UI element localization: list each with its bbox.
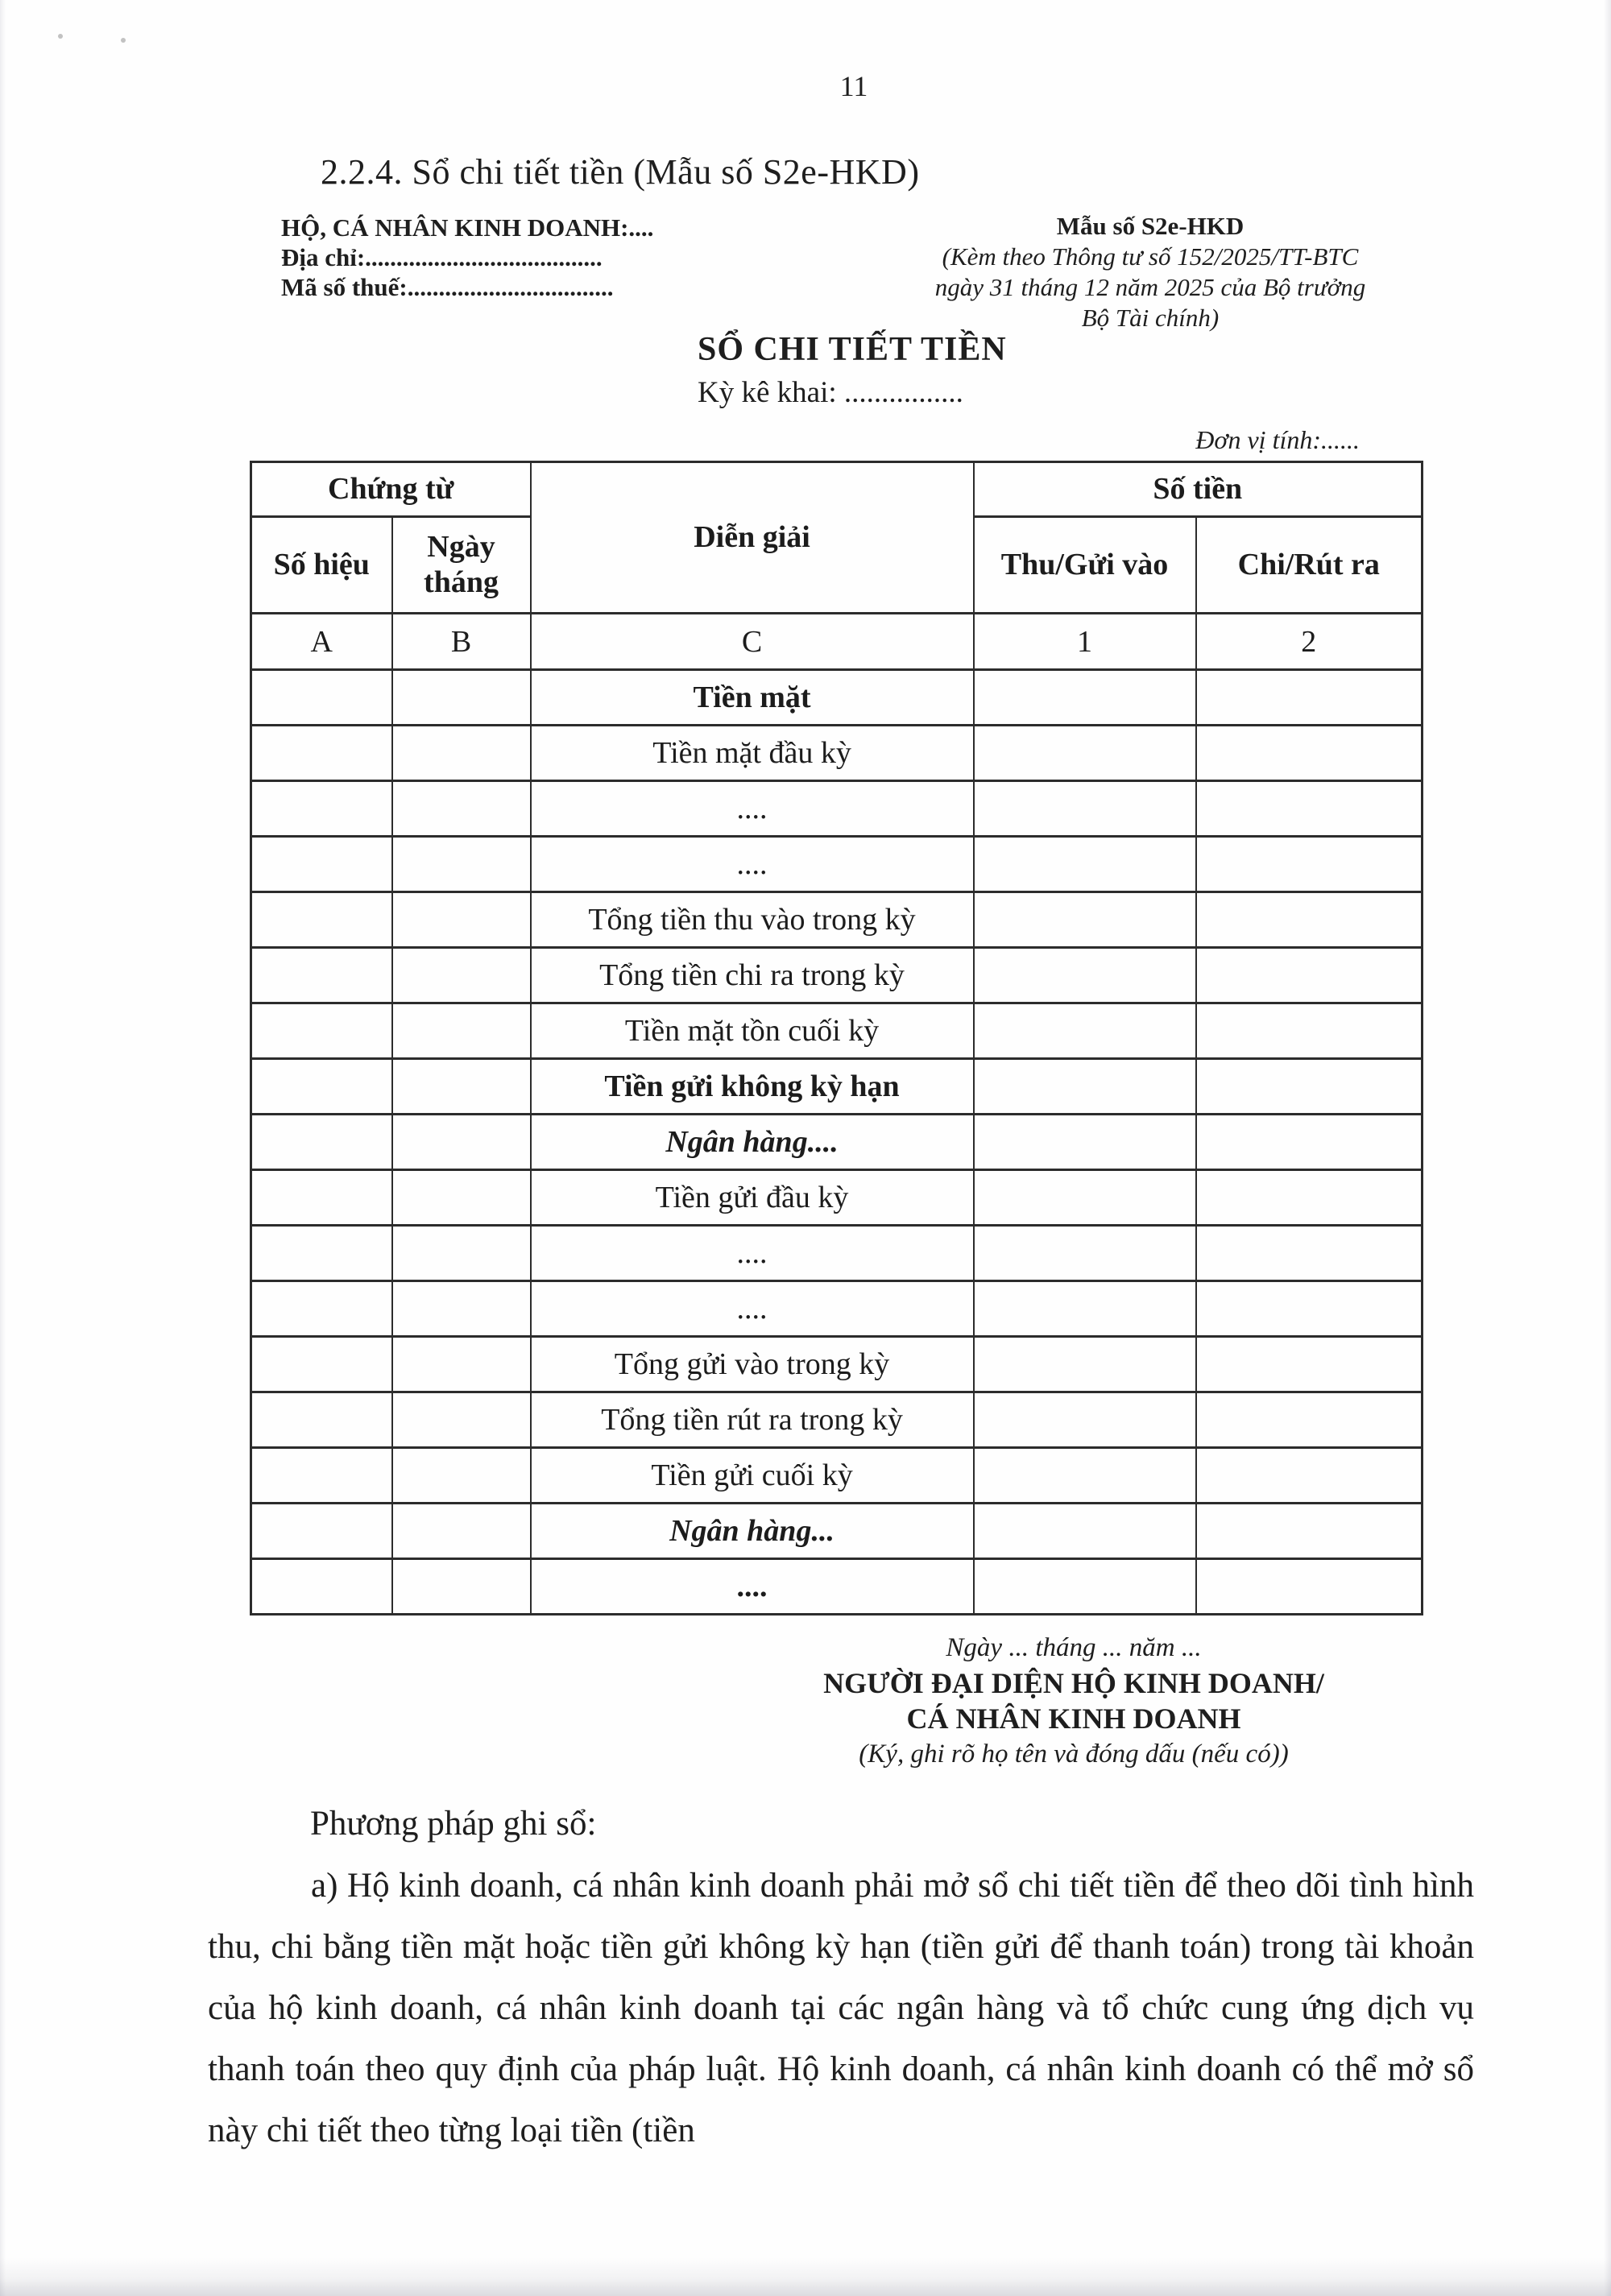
empty-cell — [974, 1281, 1196, 1337]
signer-role-line: CÁ NHÂN KINH DOANH — [906, 1702, 1241, 1735]
section-heading: 2.2.4. Sổ chi tiết tiền (Mẫu số S2e-HKD) — [321, 152, 920, 192]
empty-cell — [974, 726, 1196, 781]
empty-cell — [251, 1115, 392, 1170]
empty-cell — [1196, 1170, 1423, 1226]
description-cell: Tổng tiền thu vào trong kỳ — [531, 892, 974, 948]
description-cell: Tiền mặt — [531, 670, 974, 726]
empty-cell — [251, 1337, 392, 1392]
document-title: SỔ CHI TIẾT TIỀN — [698, 331, 1007, 368]
empty-cell — [1196, 837, 1423, 892]
empty-cell — [1196, 1448, 1423, 1504]
col-header-chung-tu: Chứng từ — [251, 462, 531, 517]
table-row — [251, 1281, 1423, 1337]
empty-cell — [974, 1392, 1196, 1448]
table-row — [251, 892, 1423, 948]
col-header-thu-gui-vao: Thu/Gửi vào — [974, 517, 1196, 614]
empty-cell — [1196, 1559, 1423, 1615]
empty-cell — [251, 948, 392, 1003]
empty-cell — [251, 781, 392, 837]
description-cell: .... — [531, 781, 974, 837]
empty-cell — [974, 948, 1196, 1003]
table-row — [251, 1003, 1423, 1059]
col-header-ngay-thang: Ngày tháng — [392, 517, 531, 614]
table-row — [251, 837, 1423, 892]
cash-detail-table — [250, 461, 1423, 1615]
col-code: C — [531, 614, 974, 670]
table-row — [251, 1226, 1423, 1281]
empty-cell — [392, 1003, 531, 1059]
empty-cell — [974, 1059, 1196, 1115]
empty-cell — [392, 1559, 531, 1615]
table-row — [251, 1559, 1423, 1615]
signature-block — [823, 1630, 1324, 1772]
col-code: 1 — [974, 614, 1196, 670]
description-cell: Tổng tiền rút ra trong kỳ — [531, 1392, 974, 1448]
empty-cell — [392, 1504, 531, 1559]
unit-note: Đơn vị tính:...... — [1195, 425, 1360, 454]
form-note-line: Bộ Tài chính) — [1081, 304, 1220, 332]
empty-cell — [251, 1003, 392, 1059]
col-header-so-hieu: Số hiệu — [251, 517, 392, 614]
empty-cell — [974, 670, 1196, 726]
business-name-line: HỘ, CÁ NHÂN KINH DOANH:.... — [281, 213, 654, 242]
empty-cell — [974, 1115, 1196, 1170]
empty-cell — [1196, 1281, 1423, 1337]
col-header-so-tien: Số tiền — [974, 462, 1423, 517]
col-code: A — [251, 614, 392, 670]
empty-cell — [1196, 726, 1423, 781]
empty-cell — [1196, 948, 1423, 1003]
empty-cell — [974, 1170, 1196, 1226]
empty-cell — [392, 892, 531, 948]
page-number: 11 — [839, 70, 868, 102]
empty-cell — [392, 726, 531, 781]
table-row — [251, 1059, 1423, 1115]
table-row — [251, 948, 1423, 1003]
form-note-line: ngày 31 tháng 12 năm 2025 của Bộ trưởng — [934, 273, 1366, 301]
column-code-row — [251, 614, 1423, 670]
empty-cell — [974, 1504, 1196, 1559]
table-row — [251, 726, 1423, 781]
table-header-row-1 — [251, 462, 1423, 517]
empty-cell — [392, 1448, 531, 1504]
empty-cell — [1196, 1392, 1423, 1448]
empty-cell — [251, 1059, 392, 1115]
empty-cell — [392, 1115, 531, 1170]
empty-cell — [974, 837, 1196, 892]
empty-cell — [1196, 1226, 1423, 1281]
table-row — [251, 781, 1423, 837]
signature-instruction: (Ký, ghi rõ họ tên và đóng dấu (nếu có)) — [859, 1740, 1289, 1769]
description-cell: Tiền gửi cuối kỳ — [531, 1448, 974, 1504]
table-row — [251, 1504, 1423, 1559]
signer-role-line: NGƯỜI ĐẠI DIỆN HỘ KINH DOANH/ — [823, 1667, 1324, 1699]
empty-cell — [251, 1559, 392, 1615]
business-info-block — [281, 213, 653, 302]
empty-cell — [392, 781, 531, 837]
empty-cell — [1196, 1115, 1423, 1170]
table-row — [251, 1170, 1423, 1226]
empty-cell — [1196, 1003, 1423, 1059]
description-cell: .... — [531, 1226, 974, 1281]
empty-cell — [392, 1059, 531, 1115]
signature-date-line: Ngày ... tháng ... năm ... — [946, 1633, 1202, 1662]
empty-cell — [1196, 781, 1423, 837]
description-cell: .... — [531, 1281, 974, 1337]
table-row — [251, 1392, 1423, 1448]
description-cell: Tiền mặt tồn cuối kỳ — [531, 1003, 974, 1059]
col-header-chi-rut-ra: Chi/Rút ra — [1196, 517, 1423, 614]
empty-cell — [974, 1226, 1196, 1281]
description-cell: Ngân hàng.... — [531, 1115, 974, 1170]
scan-speck — [58, 34, 63, 39]
method-heading: Phương pháp ghi sổ: — [310, 1805, 597, 1843]
empty-cell — [251, 837, 392, 892]
description-cell: Ngân hàng... — [531, 1504, 974, 1559]
empty-cell — [1196, 670, 1423, 726]
empty-cell — [974, 1559, 1196, 1615]
table-row — [251, 1337, 1423, 1392]
tax-code-line: Mã số thuế:................................. — [281, 273, 614, 301]
empty-cell — [974, 892, 1196, 948]
form-note-line: (Kèm theo Thông tư số 152/2025/TT-BTC — [942, 242, 1359, 271]
method-paragraph-a: a) Hộ kinh doanh, cá nhân kinh doanh phải mở sổ chi tiết tiền để theo dõi tình hình thu, chi bằng tiền mặt hoặc tiền gửi không kỳ hạn (tiền gửi để thanh toán) trong tài khoản của hộ kinh doanh, cá nhân kinh doanh tại các ngân hàng và tổ chức cung ứng dịch vụ thanh toán theo quy định của pháp luật. Hộ kinh doanh, cá nhân kinh doanh có thể mở sổ này chi tiết theo từng loại tiền (tiền — [208, 1867, 1474, 2149]
empty-cell — [392, 1337, 531, 1392]
empty-cell — [251, 1226, 392, 1281]
empty-cell — [1196, 1059, 1423, 1115]
empty-cell — [251, 670, 392, 726]
description-cell: Tổng gửi vào trong kỳ — [531, 1337, 974, 1392]
empty-cell — [251, 1281, 392, 1337]
empty-cell — [251, 726, 392, 781]
empty-cell — [392, 1281, 531, 1337]
empty-cell — [974, 1337, 1196, 1392]
description-cell: Tiền gửi đầu kỳ — [531, 1170, 974, 1226]
empty-cell — [974, 1448, 1196, 1504]
empty-cell — [1196, 1504, 1423, 1559]
form-number: Mẫu số S2e-HKD — [1056, 212, 1244, 240]
table-row — [251, 1448, 1423, 1504]
table-row — [251, 1115, 1423, 1170]
empty-cell — [974, 1003, 1196, 1059]
empty-cell — [392, 1226, 531, 1281]
declaration-period-line: Kỳ kê khai: ................ — [698, 376, 963, 409]
description-cell: .... — [531, 837, 974, 892]
scan-bottom-shadow — [0, 2257, 1611, 2296]
col-code: B — [392, 614, 531, 670]
col-header-dien-giai: Diễn giải — [531, 462, 974, 614]
address-line: Địa chỉ:...................................... — [281, 243, 603, 271]
scan-speck — [121, 38, 126, 43]
empty-cell — [251, 1448, 392, 1504]
scan-edge-shadow — [0, 0, 6, 2296]
empty-cell — [392, 948, 531, 1003]
empty-cell — [251, 1504, 392, 1559]
empty-cell — [392, 670, 531, 726]
description-cell: Tiền gửi không kỳ hạn — [531, 1059, 974, 1115]
empty-cell — [251, 892, 392, 948]
empty-cell — [974, 781, 1196, 837]
table-row — [251, 670, 1423, 726]
empty-cell — [251, 1392, 392, 1448]
description-cell: Tiền mặt đầu kỳ — [531, 726, 974, 781]
empty-cell — [392, 1170, 531, 1226]
empty-cell — [251, 1170, 392, 1226]
empty-cell — [392, 837, 531, 892]
empty-cell — [1196, 1337, 1423, 1392]
description-cell: .... — [531, 1559, 974, 1615]
col-code: 2 — [1196, 614, 1423, 670]
empty-cell — [1196, 892, 1423, 948]
scan-edge-shadow — [1604, 0, 1611, 2296]
empty-cell — [392, 1392, 531, 1448]
form-info-block — [935, 211, 1366, 333]
description-cell: Tổng tiền chi ra trong kỳ — [531, 948, 974, 1003]
